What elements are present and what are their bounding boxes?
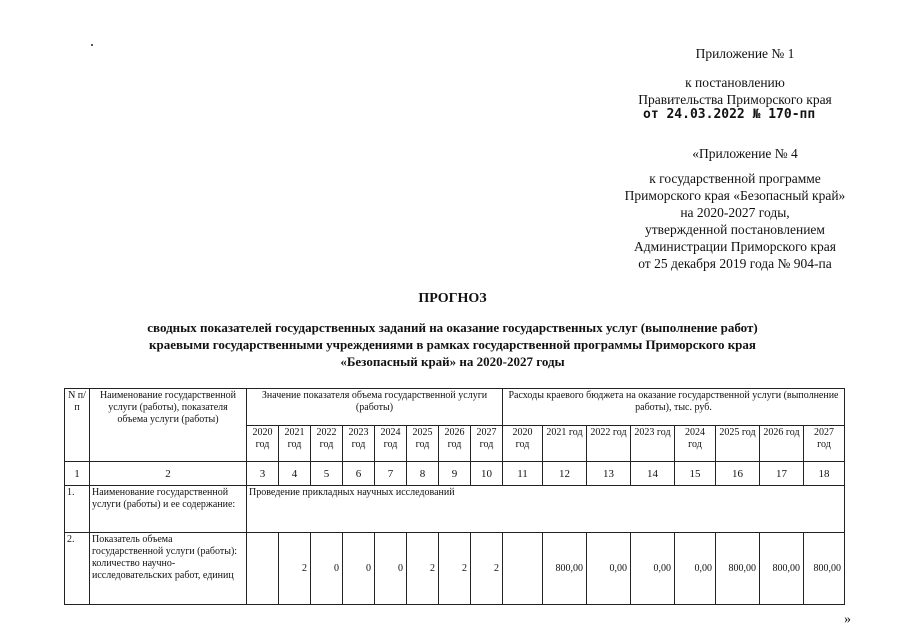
expense-value-cell <box>503 533 543 605</box>
volume-value-cell: 0 <box>311 533 343 605</box>
decree-date: от 25 декабря 2019 года № 904-па <box>638 256 832 271</box>
volume-value-cell <box>247 533 279 605</box>
row-number: 2. <box>65 533 90 605</box>
header-budget-expenses: Расходы краевого бюджета на оказание государственной услуги (выполнение работы), тыс. руб. <box>503 389 845 426</box>
service-content-cell: Проведение прикладных научных исследований <box>247 486 845 533</box>
expense-year-header: 2022 год <box>587 426 631 462</box>
forecast-table <box>64 388 845 605</box>
table-row <box>65 533 845 605</box>
column-number-cell: 4 <box>279 462 311 486</box>
volume-value-cell: 2 <box>439 533 471 605</box>
column-number-cell: 8 <box>407 462 439 486</box>
column-number-cell: 18 <box>804 462 845 486</box>
volume-value-cell: 0 <box>375 533 407 605</box>
volume-year-header: 2023 год <box>343 426 375 462</box>
expense-year-header: 2024 год <box>675 426 716 462</box>
volume-year-header: 2026 год <box>439 426 471 462</box>
program-years: на 2020-2027 годы, <box>680 205 790 220</box>
expense-value-cell: 800,00 <box>716 533 760 605</box>
column-number-cell: 5 <box>311 462 343 486</box>
expense-value-cell: 800,00 <box>804 533 845 605</box>
table-row <box>65 486 845 533</box>
column-number-cell: 17 <box>760 462 804 486</box>
to-program: к государственной программе <box>649 171 821 186</box>
subtitle-line-1: сводных показателей государственных заданий на оказание государственных услуг (выполнение работ) <box>147 320 758 335</box>
expense-year-header: 2023 год <box>631 426 675 462</box>
expense-year-header: 2027 год <box>804 426 845 462</box>
row-number: 1. <box>65 486 90 533</box>
header-volume-values: Значение показателя объема государственной услуги (работы) <box>247 389 503 426</box>
expense-year-header: 2020 год <box>503 426 543 462</box>
expense-year-header: 2021 год <box>543 426 587 462</box>
column-number-cell: 9 <box>439 462 471 486</box>
column-number-cell: 7 <box>375 462 407 486</box>
volume-year-header: 2021 год <box>279 426 311 462</box>
expense-value-cell: 0,00 <box>675 533 716 605</box>
scan-speck <box>91 44 93 46</box>
to-resolution: к постановлению <box>685 75 785 90</box>
subtitle-line-3: «Безопасный край» на 2020-2027 годы <box>340 354 565 369</box>
volume-year-header: 2025 год <box>407 426 439 462</box>
service-name-cell: Наименование государственной услуги (работы) и ее содержание: <box>90 486 247 533</box>
volume-value-cell: 2 <box>407 533 439 605</box>
column-number-cell: 1 <box>65 462 90 486</box>
subtitle-line-2: краевыми государственными учреждениями в рамках государственной программы Приморского края <box>149 337 756 352</box>
government-name: Правительства Приморского края <box>638 92 832 107</box>
header-service-name: Наименование государственной услуги (работы), показателя объема услуги (работы) <box>90 389 247 462</box>
header-number: N п/п <box>65 389 90 462</box>
column-number-cell: 12 <box>543 462 587 486</box>
indicator-name-cell: Показатель объема государственной услуги (работы): количество научно-исследовательских работ, единиц <box>90 533 247 605</box>
volume-year-header: 2022 год <box>311 426 343 462</box>
volume-value-cell: 0 <box>343 533 375 605</box>
document-title: ПРОГНОЗ <box>418 291 487 306</box>
program-name: Приморского края «Безопасный край» <box>624 188 846 203</box>
administration-name: Администрации Приморского края <box>634 239 836 254</box>
expense-value-cell: 0,00 <box>587 533 631 605</box>
resolution-date-stamp: от 24.03.2022 № 170-пп <box>643 107 816 122</box>
column-number-cell: 16 <box>716 462 760 486</box>
volume-value-cell: 2 <box>471 533 503 605</box>
expense-value-cell: 800,00 <box>760 533 804 605</box>
column-number-cell: 2 <box>90 462 247 486</box>
column-number-cell: 6 <box>343 462 375 486</box>
expense-value-cell: 0,00 <box>631 533 675 605</box>
expense-value-cell: 800,00 <box>543 533 587 605</box>
column-numbers-row <box>65 462 845 486</box>
volume-year-header: 2024 год <box>375 426 407 462</box>
column-number-cell: 14 <box>631 462 675 486</box>
expense-year-header: 2026 год <box>760 426 804 462</box>
volume-year-header: 2020 год <box>247 426 279 462</box>
appendix-4-label: «Приложение № 4 <box>692 146 798 161</box>
expense-year-header: 2025 год <box>716 426 760 462</box>
volume-year-header: 2027 год <box>471 426 503 462</box>
column-number-cell: 11 <box>503 462 543 486</box>
column-number-cell: 10 <box>471 462 503 486</box>
column-number-cell: 15 <box>675 462 716 486</box>
volume-value-cell: 2 <box>279 533 311 605</box>
closing-quote: » <box>844 612 851 627</box>
approved-by: утвержденной постановлением <box>645 222 825 237</box>
column-number-cell: 13 <box>587 462 631 486</box>
column-number-cell: 3 <box>247 462 279 486</box>
appendix-1-label: Приложение № 1 <box>695 46 795 61</box>
